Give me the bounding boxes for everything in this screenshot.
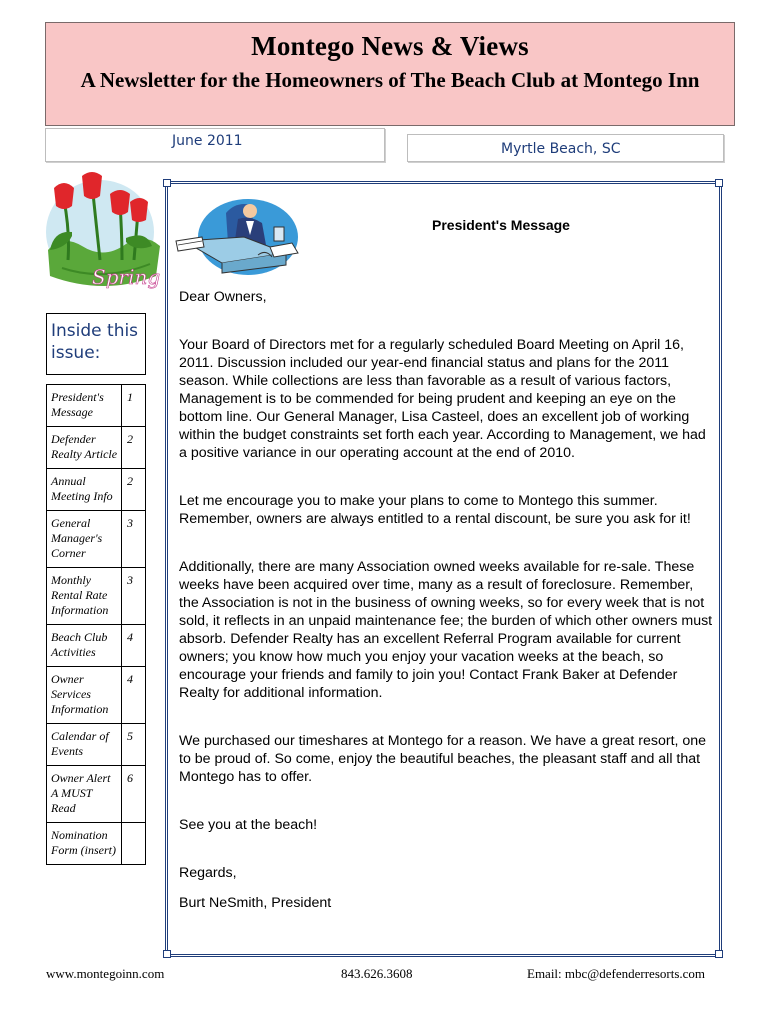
toc-page: 5	[122, 724, 146, 766]
issue-date-box	[45, 128, 385, 162]
article-body	[179, 288, 714, 942]
toc-row	[47, 385, 146, 427]
toc-row	[47, 667, 146, 724]
frame-corner	[715, 179, 723, 187]
article-heading: President's Message	[432, 217, 570, 233]
toc-row	[47, 766, 146, 823]
spring-label: Spring	[92, 265, 161, 289]
toc-row	[47, 724, 146, 766]
masthead	[45, 22, 735, 126]
article-paragraph: See you at the beach!	[179, 817, 318, 833]
toc-row	[47, 625, 146, 667]
toc-row	[47, 568, 146, 625]
toc-page: 3	[122, 568, 146, 625]
article-paragraph: Additionally, there are many Association owned weeks available for re-sale. These weeks have been acquired over time, many as a result of foreclosure. Remember, the Association is not in the business of owning weeks, so for every week that is not sold, it reflects in an unpaid maintenance fee; the burden of which other owners must absorb. Defender Realty has an excellent Referral Program available for current owners; you know how much you enjoy your vacation weeks at the beach, so encourage your friends and family to join you! Contact Frank Baker at Defender Realty for additional information.	[179, 559, 713, 701]
toc-title: Nomination Form (insert)	[47, 823, 122, 865]
article-greeting: Dear Owners,	[179, 289, 267, 305]
toc-title: Annual Meeting Info	[47, 469, 122, 511]
toc-title: Monthly Rental Rate Information	[47, 568, 122, 625]
toc-page: 4	[122, 667, 146, 724]
toc-row	[47, 823, 146, 865]
toc-title: Calendar of Events	[47, 724, 122, 766]
footer-phone: 843.626.3608	[341, 966, 413, 981]
spring-tulips-image	[42, 172, 166, 302]
toc-row	[47, 427, 146, 469]
inside-this-issue-heading: Inside this issue:	[46, 313, 146, 375]
toc-title: Beach Club Activities	[47, 625, 122, 667]
frame-corner	[163, 179, 171, 187]
article-paragraph: Let me encourage you to make your plans to come to Montego this summer. Remember, owners are always entitled to a rental discount, be sure you ask for it!	[179, 493, 691, 527]
toc-title: General Manager's Corner	[47, 511, 122, 568]
newsletter-title: Montego News & Views	[251, 31, 529, 61]
footer-website[interactable]: www.montegoinn.com	[46, 966, 165, 981]
toc-page: 2	[122, 469, 146, 511]
toc-page	[122, 823, 146, 865]
toc-title: Owner Alert A MUST Read	[47, 766, 122, 823]
toc-page: 1	[122, 385, 146, 427]
frame-corner	[715, 950, 723, 958]
businessman-at-desk-clipart	[174, 193, 300, 277]
toc-title: Owner Services Information	[47, 667, 122, 724]
article-paragraph: We purchased our timeshares at Montego for a reason. We have a great resort, one to be proud of. So come, enjoy the beautiful beaches, the pleasant staff and all that Montego has to offer.	[179, 733, 707, 785]
toc-page: 6	[122, 766, 146, 823]
toc-row	[47, 511, 146, 568]
toc-title: Defender Realty Article	[47, 427, 122, 469]
table-of-contents	[46, 384, 146, 865]
toc-row	[47, 469, 146, 511]
toc-page: 4	[122, 625, 146, 667]
toc-page: 2	[122, 427, 146, 469]
toc-title: President's Message	[47, 385, 122, 427]
issue-date: June 2011	[172, 133, 243, 149]
frame-corner	[163, 950, 171, 958]
newsletter-subtitle: A Newsletter for the Homeowners of The Beach Club at Montego Inn	[80, 68, 700, 92]
location-box	[407, 134, 724, 162]
location: Myrtle Beach, SC	[501, 141, 621, 157]
article-paragraph: Your Board of Directors met for a regularly scheduled Board Meeting on April 16, 2011. Discussion included our year-end financial status and plans for the 2011 season. While collections are less than favorable as a result of various factors, Management is to be commended for being prudent and keeping an eye on the bottom line. Our General Manager, Lisa Casteel, does an excellent job of working within the budget constraints set forth each year. According to Management, we had a positive variance in our operating account at the end of 2010.	[179, 337, 706, 461]
toc-page: 3	[122, 511, 146, 568]
article-closing: Regards,	[179, 865, 237, 881]
article-signature: Burt NeSmith, President	[179, 895, 332, 911]
footer-email[interactable]: Email: mbc@defenderresorts.com	[527, 966, 706, 981]
